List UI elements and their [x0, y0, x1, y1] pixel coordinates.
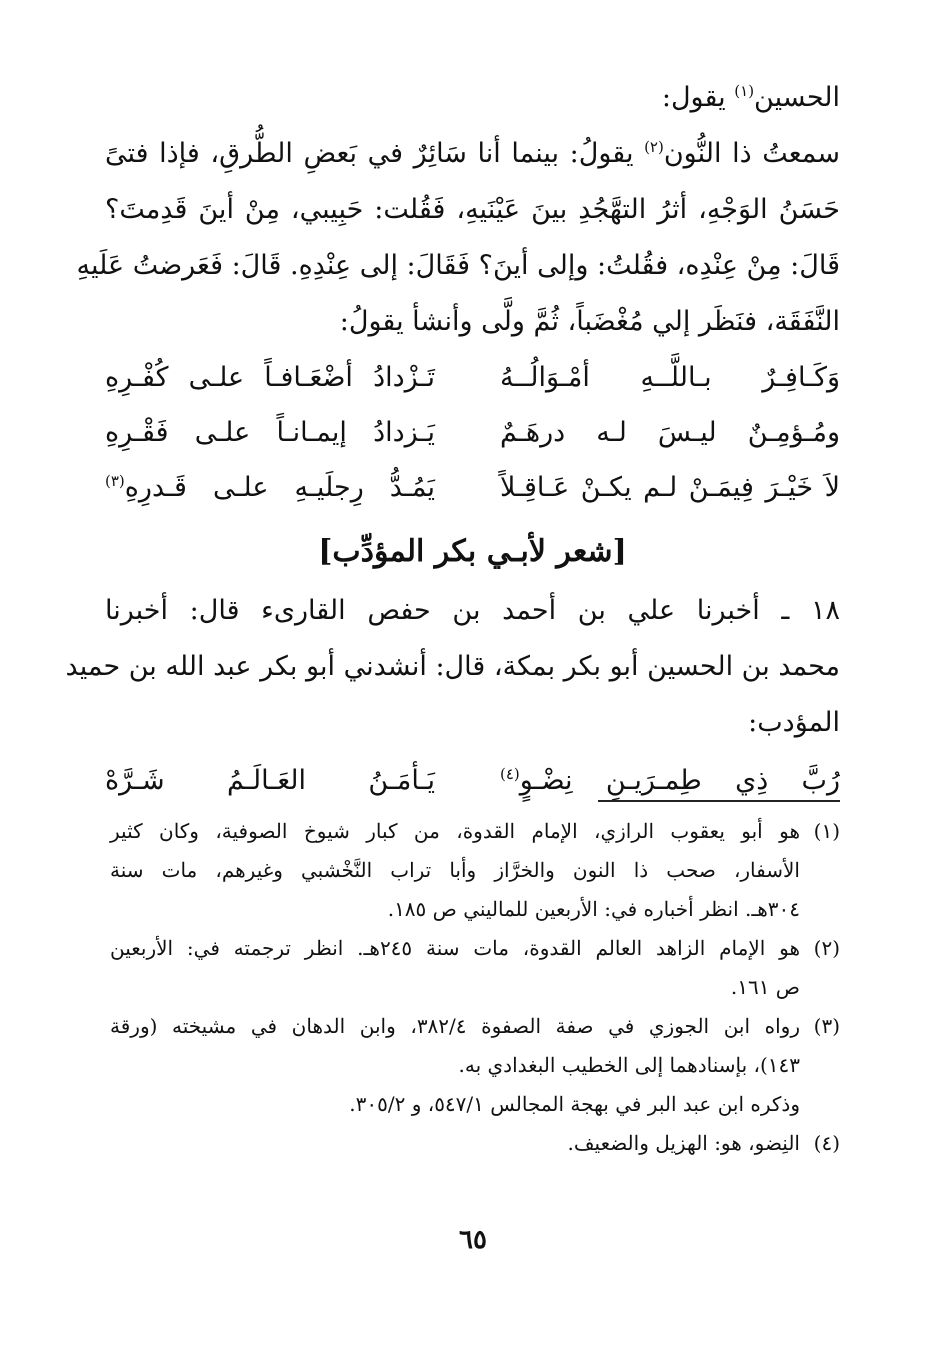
- footnote-number: (٢): [813, 936, 840, 960]
- intro-line: [105, 70, 840, 126]
- verse-2: [105, 405, 840, 460]
- para1-line-1-post: يقولُ: بينما أنا سَائِرٌ في بَعضِ الطُّرقِ، فإذا فتىً: [105, 138, 645, 169]
- para2-line-3: المؤدب:: [748, 707, 840, 738]
- verse-3-first-hemistich: لاَ خَيْـرَ فِيمَـنْ لـم يكـنْ عَـاقِـلاً: [500, 472, 840, 503]
- footnote-2: [110, 929, 840, 1007]
- para1-line-1: [105, 126, 840, 182]
- intro-tail: يقول:: [661, 82, 735, 113]
- verse-2-first-hemistich: ومُـؤمِـنٌ ليـسَ لـه درهَـمٌ: [500, 417, 840, 448]
- para1-line-1-pre: سمعتُ ذا النُّون: [663, 138, 840, 169]
- footnote-line: الأسفار، صحب ذا النون والخرَّاز وأبا تراب النَّخْشبي وغيرهم، مات سنة: [110, 858, 800, 882]
- footnote-ref-1: (١): [734, 82, 755, 100]
- verse-3-second-hemistich-wrap: [105, 460, 435, 515]
- footnotes: [110, 812, 840, 1163]
- footnote-body: [110, 929, 800, 1007]
- footnote-number: (١): [813, 819, 840, 843]
- para1-line-3: قَالَ: مِنْ عِنْدِه، فقُلتُ: وإلى أينَ؟ فَقَالَ: إلى عِنْدِهِ. قَالَ: فَعَرضتُ عَلَيهِ: [76, 250, 840, 281]
- footnote-ref-3: (٣): [105, 472, 125, 490]
- verse-1: [105, 350, 840, 405]
- main-text: [65, 70, 840, 809]
- footnote-number: (٤): [813, 1131, 840, 1155]
- footnote-line: ٣٠٤هـ. انظر أخباره في: الأربعين للماليني ص ١٨٥.: [387, 897, 800, 921]
- verse-1-first-hemistich: وَكَـافِـرٌ بـاللَّــهِ أمْـوَالُــهُ: [500, 362, 840, 393]
- footnote-body: [110, 812, 800, 929]
- footnote-line: وذكره ابن عبد البر في بهجة المجالس ٥٤٧/١، و ٣٠٥/٢.: [349, 1092, 800, 1116]
- footnote-line: رواه ابن الجوزي في صفة الصفوة ٣٨٢/٤، وابن الدهان في مشيخته (ورقة: [110, 1014, 800, 1038]
- verse-3: [105, 460, 840, 515]
- footnote-line: هو أبو يعقوب الرازي، الإمام القدوة، من كبار شيوخ الصوفية، وكان كثير: [110, 819, 800, 843]
- footnote-1: [110, 812, 840, 929]
- footnote-3: [110, 1007, 840, 1085]
- footnote-line: هو الإمام الزاهد العالم القدوة، مات سنة ٢٤٥هـ. انظر ترجمته في: الأربعين: [110, 936, 800, 960]
- footnote-body: [110, 1124, 800, 1163]
- verse-4-first-hemistich: رُبَّ ذِي طِمـرَيـنِ نِضْـوٍ: [519, 765, 840, 796]
- footnote-line: ١٤٣)، بإسنادهما إلى الخطيب البغدادي به.: [458, 1053, 800, 1077]
- verse-1-second-hemistich: تَـزْدادُ أضْعَـافـاً علـى كُفْـرِهِ: [105, 362, 435, 393]
- verse-2-second-hemistich: يَـزدادُ إيمـانـاً علـى فَقْـرِهِ: [105, 417, 435, 448]
- footnote-ref-2: (٢): [644, 138, 664, 156]
- intro-text: الحسين: [754, 82, 840, 113]
- footnote-line: النِضو، هو: الهزيل والضعيف.: [567, 1131, 800, 1155]
- para1-line-2: حَسَنُ الوَجْهِ، أثرُ التهَّجُدِ بينَ عَيْنَيهِ، فَقُلت: حَبِيبي، مِنْ أينَ قَدِمتَ؟: [105, 194, 840, 225]
- footnote-body: [110, 1007, 800, 1085]
- section-heading: [شعر لأبـي بكر المؤدِّب]: [318, 534, 627, 569]
- verse-4-second-hemistich: يَـأمَـنُ العَـالَـمُ شَـرَّهْ: [105, 765, 435, 796]
- footnote-number: (٣): [813, 1014, 840, 1038]
- verse-3-second-hemistich: يَمُـدُّ رِجلَيـهِ علـى قَـدرِهِ: [124, 472, 435, 503]
- page-number: ٦٥: [459, 1225, 487, 1255]
- footnote-ref-4: (٤): [500, 765, 520, 783]
- footnote-4: [110, 1124, 840, 1163]
- footnote-divider: [598, 800, 840, 802]
- para1-line-4: النَّفَقَة، فنَظَر إلي مُغْضَباً، ثُمَّ ولَّى وأنشأ يقولُ:: [339, 306, 840, 337]
- footnote-3-extra: [110, 1085, 840, 1124]
- footnote-line: ص ١٦١.: [730, 975, 800, 999]
- para2-line-2: محمد بن الحسين أبو بكر بمكة، قال: أنشدني أبو بكر عبد الله بن حميد: [65, 651, 840, 682]
- para2-line-1: ١٨ ـ أخبرنا علي بن أحمد بن حفص القارىء قال: أخبرنا: [105, 595, 840, 626]
